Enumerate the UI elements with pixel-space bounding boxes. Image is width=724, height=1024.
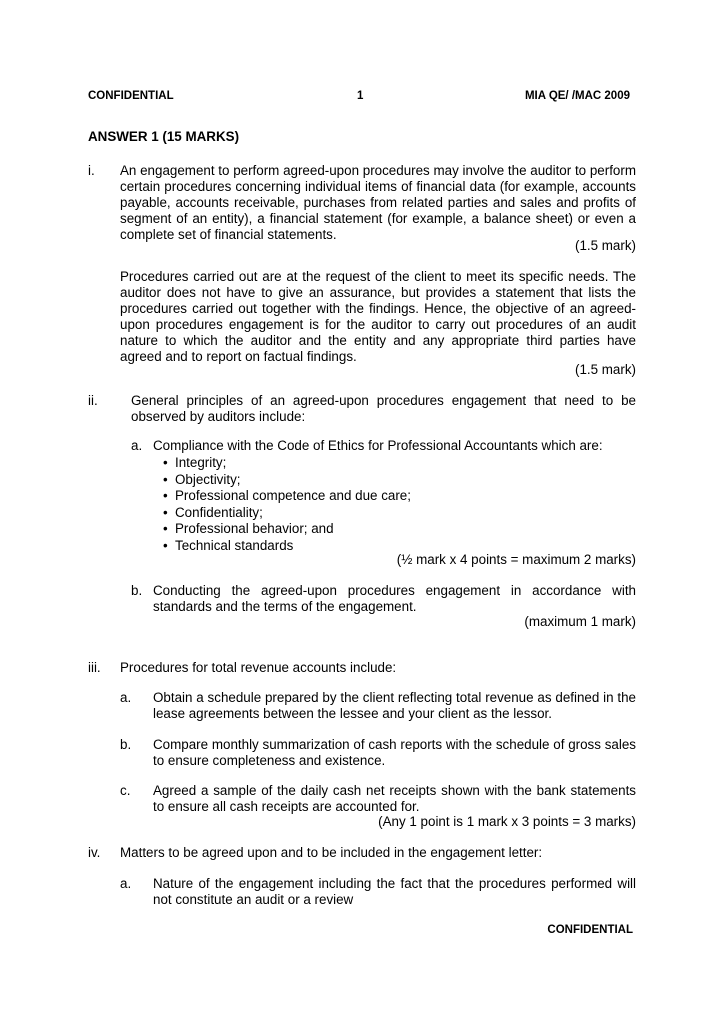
ethics-bullet-list [161, 455, 621, 554]
section-iii-intro: Procedures for total revenue accounts include: [120, 660, 397, 675]
section-iii-c-text: Agreed a sample of the daily cash net receipts shown with the bank statements to ensure all cash receipts are accounted for. [153, 783, 636, 814]
section-i-number: i. [88, 163, 95, 178]
section-i-paragraph-2: Procedures carried out are at the request of the client to meet its specific needs. The auditor does not have to give an assurance, but provides a statement that lists the procedures carried out together with the findings. Hence, the objective of an agreed-upon procedures engagement is for the auditor to carry out procedures of an audit nature to which the auditor and the entity and any appropriate third parties have agreed and to report on factual findings. [120, 269, 636, 364]
bullet-integrity: • Integrity; [161, 455, 621, 472]
footer-confidential: CONFIDENTIAL [547, 924, 633, 936]
section-iii-b-label: b. [120, 737, 132, 752]
bullet-professional-behavior: • Professional behavior; and [161, 521, 621, 538]
bullet-objectivity: • Objectivity; [161, 472, 621, 489]
section-ii-a-text: Compliance with the Code of Ethics for Professional Accountants which are: [153, 438, 603, 453]
section-iv-number: iv. [88, 845, 101, 860]
section-ii-a-mark: (½ mark x 4 points = maximum 2 marks) [396, 552, 636, 567]
header-document-code: MIA QE/ /MAC 2009 [524, 90, 630, 102]
section-iii-b-text: Compare monthly summarization of cash reports with the schedule of gross sales to ensure completeness and existence. [153, 737, 636, 768]
section-iii-number: iii. [88, 660, 101, 675]
section-ii-b-label: b. [131, 583, 143, 598]
section-i-paragraph-1: An engagement to perform agreed-upon procedures may involve the auditor to perform certain procedures concerning individual items of financial data (for example, accounts payable, accounts receivable, purchases from related parties and sales and profits of segment of an entity), a financial statement (for example, a balance sheet) or even a complete set of financial statements. [120, 163, 636, 242]
section-iii-a-text: Obtain a schedule prepared by the client reflecting total revenue as defined in the lease agreements between the lessee and your client as the lessor. [153, 690, 636, 721]
section-ii-b-text: Conducting the agreed-upon procedures engagement in accordance with standards and the terms of the engagement. [153, 583, 636, 614]
bullet-technical-standards: • Technical standards [161, 538, 621, 555]
answer-heading: ANSWER 1 (15 MARKS) [88, 129, 240, 144]
section-ii-intro: General principles of an agreed-upon procedures engagement that need to be observed by auditors include: [131, 393, 636, 424]
section-ii-number: ii. [88, 393, 98, 408]
section-ii-a-label: a. [131, 438, 143, 453]
bullet-professional-competence: • Professional competence and due care; [161, 488, 621, 505]
header-confidential: CONFIDENTIAL [88, 90, 174, 102]
section-iii-a-label: a. [120, 690, 132, 705]
section-ii-b-mark: (maximum 1 mark) [524, 614, 636, 629]
section-i-mark-2: (1.5 mark) [574, 362, 636, 377]
section-iv-a-text: Nature of the engagement including the fact that the procedures performed will not constitute an audit or a review [153, 876, 636, 907]
bullet-confidentiality: • Confidentiality; [161, 505, 621, 522]
section-iii-c-label: c. [120, 783, 131, 798]
section-iii-mark: (Any 1 point is 1 mark x 3 points = 3 marks) [378, 814, 636, 829]
section-i-mark-1: (1.5 mark) [574, 238, 636, 253]
section-iv-a-label: a. [120, 876, 132, 891]
section-iv-intro: Matters to be agreed upon and to be included in the engagement letter: [120, 845, 543, 860]
page-number: 1 [357, 90, 364, 102]
